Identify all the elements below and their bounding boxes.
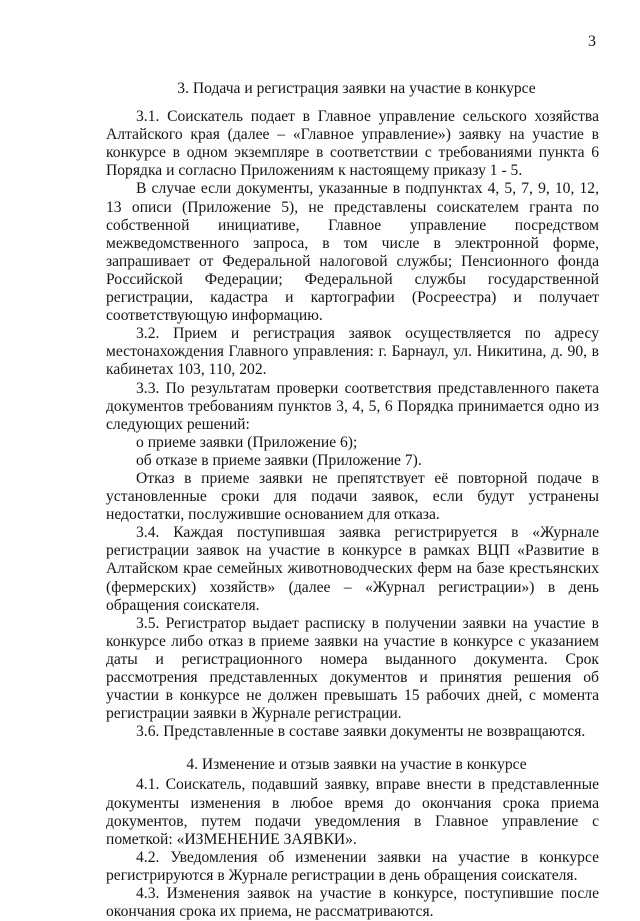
paragraph-3-2: 3.2. Прием и регистрация заявок осуществляется по адресу местонахождения Главного управления: г. Барнаул, ул. Никитина, д. 90, в кабинетах 103, 110, 202.	[106, 325, 599, 379]
document-body	[106, 80, 599, 921]
decision-accept: о приеме заявки (Приложение 6);	[136, 433, 358, 451]
paragraph-3-5: 3.5. Регистратор выдает расписку в получении заявки на участие в конкурсе либо отказ в приеме заявки на участие в конкурсе с указанием даты и регистрационного номера выданного документа. Срок рассмотрения представленных документов и принятия решения об участии в конкурсе не должен превышать 15 рабочих дней, с момента регистрации заявки в Журнале регистрации.	[106, 614, 599, 723]
section-4-title: 4. Изменение и отзыв заявки на участие в конкурсе	[186, 756, 527, 774]
paragraph-3-6: 3.6. Представленные в составе заявки документы не возвращаются.	[136, 723, 586, 741]
decision-reject: об отказе в приеме заявки (Приложение 7).	[136, 451, 422, 469]
paragraph-3-3: 3.3. По результатам проверки соответствия представленного пакета документов требованиям пунктов 3, 4, 5, 6 Порядка принимается одно из следующих решений:	[106, 379, 599, 433]
paragraph-3-3-refusal: Отказ в приеме заявки не препятствует её повторной подаче в установленные сроки для подачи заявок, если будут устранены недостатки, послужившие основанием для отказа.	[106, 469, 599, 524]
paragraph-3-1: 3.1. Соискатель подает в Главное управление сельского хозяйства Алтайского края (далее – «Главное управление») заявку на участие в конкурсе в одном экземпляре в соответствии с требованиями пункта 6 Порядка и согласно Приложениям к настоящему приказу 1 - 5.	[106, 108, 599, 180]
paragraph-3-1-continued: В случае если документы, указанные в подпунктах 4, 5, 7, 9, 10, 12, 13 описи (Приложение 5), не представлены соискателем гранта по собственной инициативе, Главное управление посредством межведомственного запроса, в том числе в электронной форме, запрашивает от Федеральной налоговой службы; Пенсионного фонда Российской Федерации; Федеральной службы государственной регистрации, кадастра и картографии (Росреестра) и получает соответствующую информацию.	[106, 180, 599, 325]
paragraph-4-3: 4.3. Изменения заявок на участие в конкурсе, поступившие после окончания срока их приема, не рассматриваются.	[106, 885, 599, 921]
paragraph-3-4: 3.4. Каждая поступившая заявка регистрируется в «Журнале регистрации заявок на участие в конкурсе в рамках ВЦП «Развитие в Алтайском крае семейных животноводческих ферм на базе крестьянских (фермерских) хозяйств» (далее – «Журнал регистрации») в день обращения соискателя.	[106, 524, 599, 614]
section-3-title: 3. Подача и регистрация заявки на участие в конкурсе	[177, 80, 536, 97]
paragraph-4-2: 4.2. Уведомления об изменении заявки на участие в конкурсе регистрируются в Журнале регистрации в день обращения соискателя.	[106, 848, 599, 884]
paragraph-4-1: 4.1. Соискатель, подавший заявку, вправе внести в представленные документы изменения в любое время до окончания срока приема документов, путем подачи уведомления в Главное управление с пометкой: «ИЗМЕНЕНИЕ ЗАЯВКИ».	[106, 776, 599, 848]
page-number: 3	[588, 33, 596, 50]
